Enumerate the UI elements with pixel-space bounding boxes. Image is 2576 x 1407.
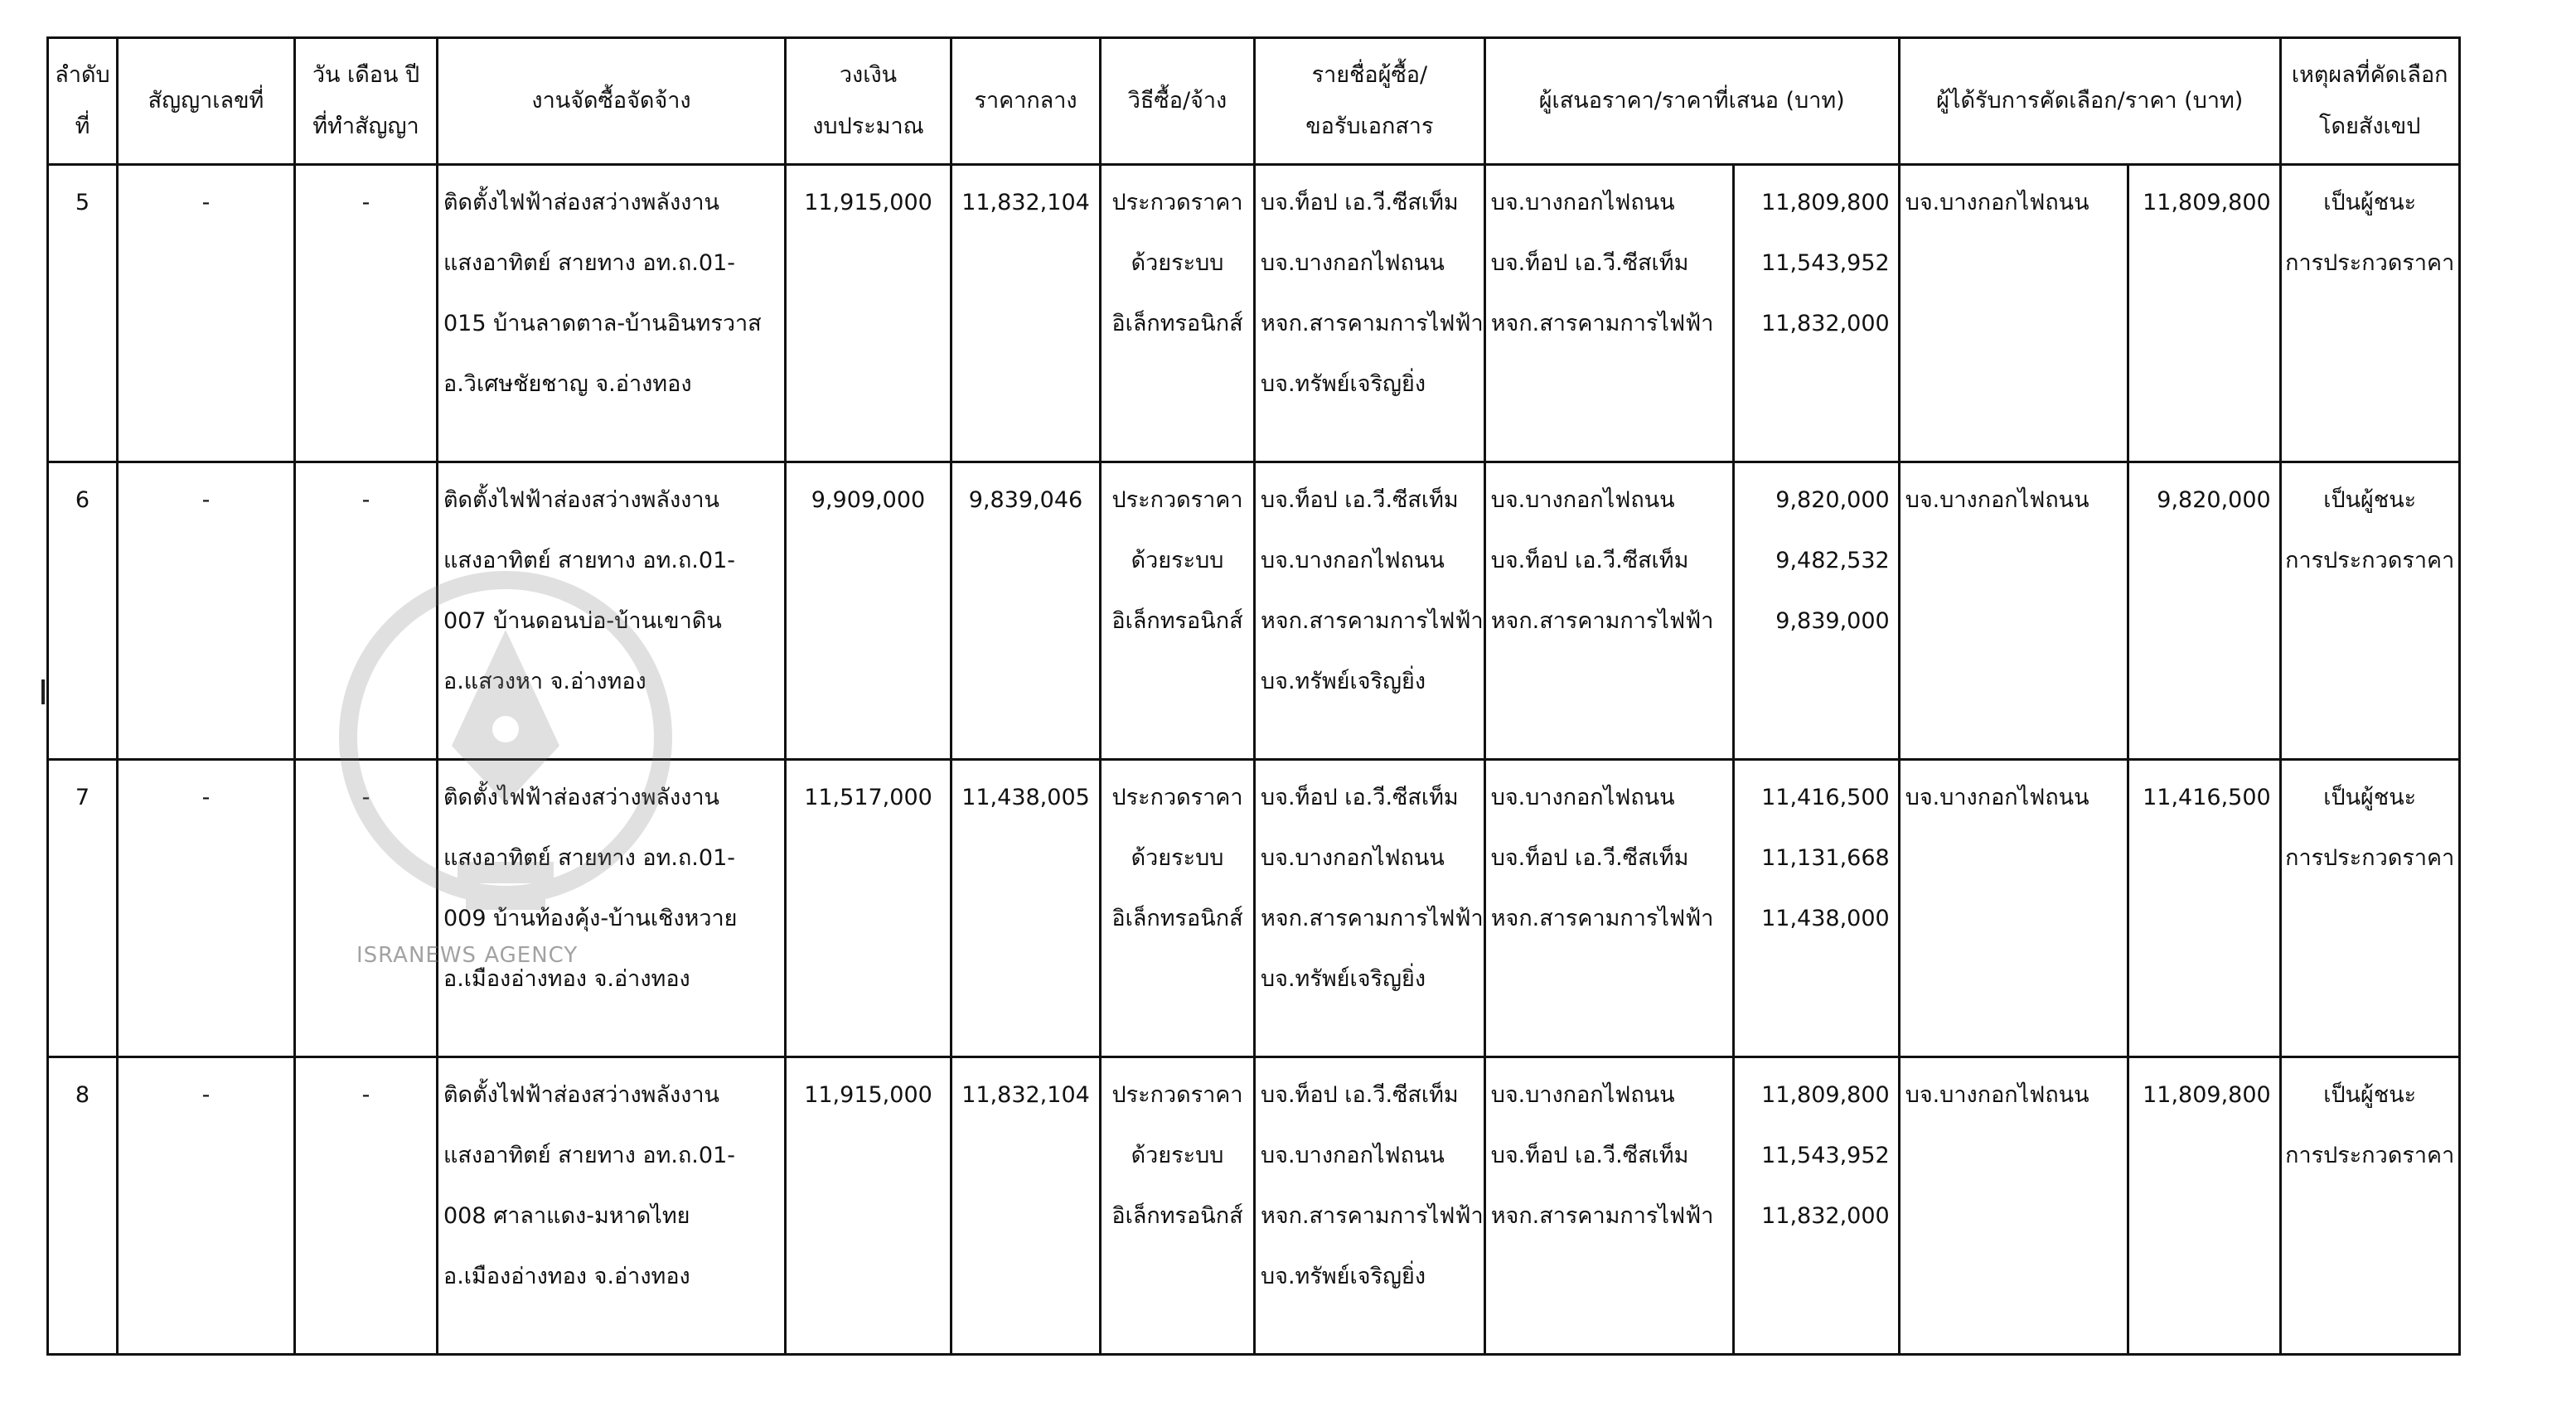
selected-name-cell-line: บจ.บางกอกไฟถนน bbox=[1905, 1082, 2089, 1108]
selected-name-cell-line: บจ.บางกอกไฟถนน bbox=[1905, 190, 2089, 215]
work-cell-line: 009 บ้านท้องคุ้ง-บ้านเชิงหวาย bbox=[443, 906, 738, 931]
contract-no-cell-line: - bbox=[201, 487, 211, 513]
header-bidders: ผู้เสนอราคา/ราคาที่เสนอ (บาท) bbox=[1484, 38, 1899, 165]
table-row bbox=[48, 462, 2460, 760]
median-price-cell-line: 9,839,046 bbox=[968, 487, 1083, 513]
bidder-names-cell-line: บจ.บางกอกไฟถนน bbox=[1490, 487, 1675, 513]
method-cell bbox=[1101, 760, 1255, 1057]
contract-no-cell bbox=[118, 165, 295, 462]
bidder-prices-cell-line: 11,832,000 bbox=[1761, 311, 1890, 336]
bidder-names-cell-line: หจก.สารคามการไฟฟ้า bbox=[1490, 1203, 1714, 1229]
reason-cell-line: การประกวดราคา bbox=[2285, 1143, 2455, 1168]
selected-name-cell bbox=[1899, 165, 2128, 462]
method-cell-line: อิเล็กทรอนิกส์ bbox=[1111, 311, 1243, 336]
contract-date-cell bbox=[295, 462, 438, 760]
contract-no-cell-line: - bbox=[201, 1082, 211, 1108]
method-cell-line: ด้วยระบบ bbox=[1131, 845, 1224, 871]
buyers-cell-line: บจ.ท็อป เอ.วี.ซีสเท็ม bbox=[1261, 487, 1459, 513]
method-cell-line: ด้วยระบบ bbox=[1131, 1143, 1224, 1168]
median-price-cell-line: 11,832,104 bbox=[961, 190, 1090, 215]
header-seq bbox=[48, 38, 118, 165]
bidder-prices-cell-line: 9,839,000 bbox=[1775, 608, 1890, 634]
table-row bbox=[48, 1057, 2460, 1355]
work-cell-line: 015 บ้านลาดตาล-บ้านอินทรวาส bbox=[443, 311, 762, 336]
budget-cell bbox=[786, 165, 951, 462]
header-buyers bbox=[1255, 38, 1485, 165]
method-cell-line: ประกวดราคา bbox=[1111, 785, 1243, 810]
work-cell-line: อ.แสวงหา จ.อ่างทอง bbox=[443, 669, 646, 694]
procurement-table bbox=[46, 36, 2461, 1356]
header-contract-date-line-1: วัน เดือน ปี bbox=[312, 62, 420, 88]
header-contract-no: สัญญาเลขที่ bbox=[118, 38, 295, 165]
bidder-names-cell-line: บจ.บางกอกไฟถนน bbox=[1490, 190, 1675, 215]
buyers-cell-line: บจ.บางกอกไฟถนน bbox=[1261, 1143, 1445, 1168]
selected-price-cell-line: 11,809,800 bbox=[2143, 190, 2271, 215]
header-seq-line-2: ที่ bbox=[75, 114, 90, 139]
header-reason-line-2: โดยสังเขป bbox=[2319, 114, 2421, 139]
selected-price-cell-line: 11,809,800 bbox=[2143, 1082, 2271, 1108]
buyers-cell bbox=[1255, 462, 1485, 760]
bidder-prices-cell-line: 11,543,952 bbox=[1761, 1143, 1890, 1168]
bidder-names-cell bbox=[1484, 760, 1733, 1057]
contract-date-cell-line: - bbox=[361, 785, 370, 810]
reason-cell-line: เป็นผู้ชนะ bbox=[2323, 785, 2417, 810]
method-cell-line: ด้วยระบบ bbox=[1131, 250, 1224, 276]
work-cell-line: 007 บ้านดอนบ่อ-บ้านเขาดิน bbox=[443, 608, 722, 634]
seq-cell-line: 7 bbox=[75, 785, 90, 810]
selected-price-cell bbox=[2128, 462, 2280, 760]
contract-date-cell bbox=[295, 165, 438, 462]
method-cell-line: ประกวดราคา bbox=[1111, 1082, 1243, 1108]
buyers-cell-line: หจก.สารคามการไฟฟ้า bbox=[1261, 1203, 1484, 1229]
selected-price-cell-line: 11,416,500 bbox=[2143, 785, 2271, 810]
median-price-cell bbox=[951, 165, 1101, 462]
header-budget bbox=[786, 38, 951, 165]
header-buyers-line-1: รายชื่อผู้ซื้อ/ bbox=[1311, 62, 1428, 88]
buyers-cell-line: บจ.บางกอกไฟถนน bbox=[1261, 845, 1445, 871]
bidder-names-cell bbox=[1484, 165, 1733, 462]
bidder-prices-cell-line: 11,809,800 bbox=[1761, 1082, 1890, 1108]
reason-cell bbox=[2280, 760, 2459, 1057]
reason-cell-line: เป็นผู้ชนะ bbox=[2323, 487, 2417, 513]
reason-cell-line: การประกวดราคา bbox=[2285, 548, 2455, 573]
bidder-names-cell-line: บจ.บางกอกไฟถนน bbox=[1490, 1082, 1675, 1108]
buyers-cell-line: บจ.ทรัพย์เจริญยิ่ง bbox=[1261, 669, 1426, 694]
reason-cell bbox=[2280, 1057, 2459, 1355]
selected-name-cell-line: บจ.บางกอกไฟถนน bbox=[1905, 487, 2089, 513]
contract-no-cell bbox=[118, 760, 295, 1057]
work-cell-line: ติดตั้งไฟฟ้าส่องสว่างพลังงาน bbox=[443, 487, 719, 513]
work-cell-line: แสงอาทิตย์ สายทาง อท.ถ.01- bbox=[443, 845, 735, 871]
method-cell-line: อิเล็กทรอนิกส์ bbox=[1111, 906, 1243, 931]
header-reason-line-1: เหตุผลที่คัดเลือก bbox=[2291, 62, 2448, 88]
bidder-names-cell-line: บจ.ท็อป เอ.วี.ซีสเท็ม bbox=[1490, 1143, 1689, 1168]
table-row bbox=[48, 165, 2460, 462]
work-cell-line: แสงอาทิตย์ สายทาง อท.ถ.01- bbox=[443, 1143, 735, 1168]
bidder-names-cell-line: บจ.ท็อป เอ.วี.ซีสเท็ม bbox=[1490, 548, 1689, 573]
work-cell-line: อ.วิเศษชัยชาญ จ.อ่างทอง bbox=[443, 371, 692, 397]
header-work: งานจัดซื้อจัดจ้าง bbox=[438, 38, 786, 165]
budget-cell-line: 11,517,000 bbox=[804, 785, 932, 810]
method-cell-line: ด้วยระบบ bbox=[1131, 548, 1224, 573]
header-buyers-line-2: ขอรับเอกสาร bbox=[1305, 114, 1434, 139]
bidder-prices-cell bbox=[1733, 1057, 1899, 1355]
median-price-cell-line: 11,438,005 bbox=[961, 785, 1090, 810]
buyers-cell-line: หจก.สารคามการไฟฟ้า bbox=[1261, 311, 1484, 336]
contract-no-cell bbox=[118, 462, 295, 760]
bidder-names-cell-line: บจ.ท็อป เอ.วี.ซีสเท็ม bbox=[1490, 845, 1689, 871]
buyers-cell-line: หจก.สารคามการไฟฟ้า bbox=[1261, 608, 1484, 634]
selected-price-cell-line: 9,820,000 bbox=[2157, 487, 2271, 513]
seq-cell bbox=[48, 760, 118, 1057]
work-cell-line: ติดตั้งไฟฟ้าส่องสว่างพลังงาน bbox=[443, 1082, 719, 1108]
method-cell bbox=[1101, 462, 1255, 760]
bidder-prices-cell bbox=[1733, 165, 1899, 462]
seq-cell-line: 6 bbox=[75, 487, 90, 513]
reason-cell bbox=[2280, 165, 2459, 462]
buyers-cell-line: บจ.ทรัพย์เจริญยิ่ง bbox=[1261, 966, 1426, 992]
bidder-prices-cell-line: 11,416,500 bbox=[1761, 785, 1890, 810]
work-cell-line: อ.เมืองอ่างทอง จ.อ่างทอง bbox=[443, 966, 690, 992]
reason-cell-line: เป็นผู้ชนะ bbox=[2323, 190, 2417, 215]
work-cell-line: อ.เมืองอ่างทอง จ.อ่างทอง bbox=[443, 1264, 690, 1289]
buyers-cell-line: บจ.ทรัพย์เจริญยิ่ง bbox=[1261, 371, 1426, 397]
contract-date-cell-line: - bbox=[361, 1082, 370, 1108]
contract-date-cell bbox=[295, 1057, 438, 1355]
method-cell-line: อิเล็กทรอนิกส์ bbox=[1111, 1203, 1243, 1229]
buyers-cell-line: บจ.บางกอกไฟถนน bbox=[1261, 250, 1445, 276]
median-price-cell bbox=[951, 1057, 1101, 1355]
median-price-cell bbox=[951, 462, 1101, 760]
work-cell bbox=[438, 1057, 786, 1355]
bidder-names-cell-line: หจก.สารคามการไฟฟ้า bbox=[1490, 906, 1714, 931]
seq-cell-line: 8 bbox=[75, 1082, 90, 1108]
work-cell bbox=[438, 760, 786, 1057]
buyers-cell-line: หจก.สารคามการไฟฟ้า bbox=[1261, 906, 1484, 931]
bidder-prices-cell-line: 11,809,800 bbox=[1761, 190, 1890, 215]
work-cell bbox=[438, 462, 786, 760]
header-seq-line-1: ลำดับ bbox=[55, 62, 110, 88]
reason-cell-line: การประกวดราคา bbox=[2285, 845, 2455, 871]
bidder-prices-cell-line: 11,438,000 bbox=[1761, 906, 1890, 931]
buyers-cell bbox=[1255, 1057, 1485, 1355]
median-price-cell bbox=[951, 760, 1101, 1057]
bidder-prices-cell-line: 11,543,952 bbox=[1761, 250, 1890, 276]
header-reason bbox=[2280, 38, 2459, 165]
header-row bbox=[48, 38, 2460, 165]
method-cell-line: อิเล็กทรอนิกส์ bbox=[1111, 608, 1243, 634]
bidder-names-cell-line: หจก.สารคามการไฟฟ้า bbox=[1490, 608, 1714, 634]
contract-no-cell-line: - bbox=[201, 785, 211, 810]
seq-cell bbox=[48, 1057, 118, 1355]
budget-cell bbox=[786, 462, 951, 760]
bidder-prices-cell-line: 11,832,000 bbox=[1761, 1203, 1890, 1229]
selected-name-cell bbox=[1899, 1057, 2128, 1355]
bidder-names-cell bbox=[1484, 1057, 1733, 1355]
bidder-prices-cell-line: 9,482,532 bbox=[1775, 548, 1890, 573]
reason-cell bbox=[2280, 462, 2459, 760]
watermark-agency-text: ISRANEWS AGENCY bbox=[356, 943, 579, 968]
selected-price-cell bbox=[2128, 165, 2280, 462]
bidder-names-cell bbox=[1484, 462, 1733, 760]
method-cell bbox=[1101, 1057, 1255, 1355]
work-cell-line: 008 ศาลาแดง-มหาดไทย bbox=[443, 1203, 690, 1229]
bidder-names-cell-line: หจก.สารคามการไฟฟ้า bbox=[1490, 311, 1714, 336]
bidder-names-cell-line: บจ.บางกอกไฟถนน bbox=[1490, 785, 1675, 810]
header-contract-date-line-2: ที่ทำสัญญา bbox=[312, 114, 419, 139]
budget-cell bbox=[786, 1057, 951, 1355]
seq-cell bbox=[48, 165, 118, 462]
work-cell-line: แสงอาทิตย์ สายทาง อท.ถ.01- bbox=[443, 548, 735, 573]
contract-no-cell bbox=[118, 1057, 295, 1355]
header-median-price: ราคากลาง bbox=[951, 38, 1101, 165]
budget-cell-line: 9,909,000 bbox=[811, 487, 926, 513]
contract-date-cell-line: - bbox=[361, 487, 370, 513]
header-selected: ผู้ได้รับการคัดเลือก/ราคา (บาท) bbox=[1899, 38, 2280, 165]
contract-date-cell-line: - bbox=[361, 190, 370, 215]
table-body bbox=[48, 165, 2460, 1355]
bidder-prices-cell-line: 9,820,000 bbox=[1775, 487, 1890, 513]
budget-cell-line: 11,915,000 bbox=[804, 1082, 932, 1108]
selected-price-cell bbox=[2128, 1057, 2280, 1355]
selected-name-cell-line: บจ.บางกอกไฟถนน bbox=[1905, 785, 2089, 810]
buyers-cell-line: บจ.ทรัพย์เจริญยิ่ง bbox=[1261, 1264, 1426, 1289]
selected-name-cell bbox=[1899, 760, 2128, 1057]
buyers-cell-line: บจ.ท็อป เอ.วี.ซีสเท็ม bbox=[1261, 785, 1459, 810]
work-cell-line: ติดตั้งไฟฟ้าส่องสว่างพลังงาน bbox=[443, 190, 719, 215]
reason-cell-line: เป็นผู้ชนะ bbox=[2323, 1082, 2417, 1108]
buyers-cell-line: บจ.ท็อป เอ.วี.ซีสเท็ม bbox=[1261, 190, 1459, 215]
header-contract-date bbox=[295, 38, 438, 165]
budget-cell bbox=[786, 760, 951, 1057]
contract-date-cell bbox=[295, 760, 438, 1057]
method-cell bbox=[1101, 165, 1255, 462]
table-row bbox=[48, 760, 2460, 1057]
selected-name-cell bbox=[1899, 462, 2128, 760]
bidder-prices-cell bbox=[1733, 760, 1899, 1057]
work-cell bbox=[438, 165, 786, 462]
contract-no-cell-line: - bbox=[201, 190, 211, 215]
selected-price-cell bbox=[2128, 760, 2280, 1057]
seq-cell-line: 5 bbox=[75, 190, 90, 215]
header-method: วิธีซื้อ/จ้าง bbox=[1101, 38, 1255, 165]
budget-cell-line: 11,915,000 bbox=[804, 190, 932, 215]
header-budget-line-1: วงเงิน bbox=[839, 62, 898, 88]
work-cell-line: แสงอาทิตย์ สายทาง อท.ถ.01- bbox=[443, 250, 735, 276]
scan-edge-mark bbox=[41, 679, 45, 704]
bidder-prices-cell-line: 11,131,668 bbox=[1761, 845, 1890, 871]
header-budget-line-2: งบประมาณ bbox=[812, 114, 924, 139]
work-cell-line: ติดตั้งไฟฟ้าส่องสว่างพลังงาน bbox=[443, 785, 719, 810]
reason-cell-line: การประกวดราคา bbox=[2285, 250, 2455, 276]
method-cell-line: ประกวดราคา bbox=[1111, 487, 1243, 513]
bidder-names-cell-line: บจ.ท็อป เอ.วี.ซีสเท็ม bbox=[1490, 250, 1689, 276]
buyers-cell bbox=[1255, 760, 1485, 1057]
buyers-cell-line: บจ.บางกอกไฟถนน bbox=[1261, 548, 1445, 573]
method-cell-line: ประกวดราคา bbox=[1111, 190, 1243, 215]
median-price-cell-line: 11,832,104 bbox=[961, 1082, 1090, 1108]
buyers-cell bbox=[1255, 165, 1485, 462]
buyers-cell-line: บจ.ท็อป เอ.วี.ซีสเท็ม bbox=[1261, 1082, 1459, 1108]
bidder-prices-cell bbox=[1733, 462, 1899, 760]
seq-cell bbox=[48, 462, 118, 760]
